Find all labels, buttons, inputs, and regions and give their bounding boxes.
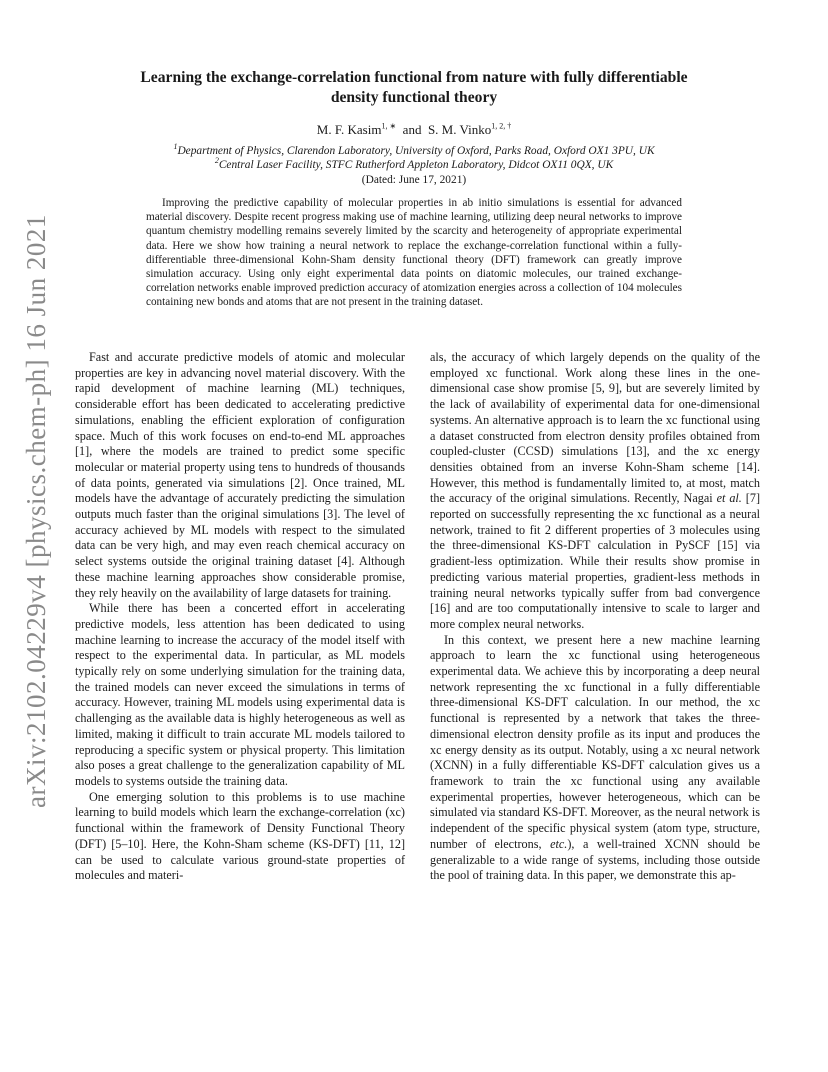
body-paragraph [430, 350, 760, 633]
author-vinko-affil: 1, 2, † [491, 121, 512, 131]
abstract: Improving the predictive capability of molecular properties in ab initio simulations is essential for advanced material discovery. Despite recent progress making use of machine learning, utilizing deep neural networks to improve quantum chemistry modelling remains severely limited by the scarcity and heterogeneity of appropriate experimental data. Here we show how training a neural network to replace the exchange-correlation functional within a fully-differentiable three-dimensional Kohn-Sham density functional theory (DFT) framework can greatly improve simulation accuracy. Using only eight experimental data points on diatomic molecules, our trained exchange-correlation networks enable improved prediction accuracy of atomization energies across a collection of 104 molecules containing new bonds and atoms that are not present in the training dataset. [146, 197, 682, 309]
affiliation-1 [80, 144, 748, 158]
arxiv-identifier: arXiv:2102.04229v4 [physics.chem-ph] 16 Jun 2021 [21, 214, 51, 808]
affiliation-1-text: Department of Physics, Clarendon Laboratory, University of Oxford, Parks Road, Oxford OX1 3PU, UK [177, 145, 655, 157]
body-text: [7] reported on successfully representing the xc functional as a neural network, trained to fit 2 different properties of 3 molecules using the three-dimensional KS-DFT calculation in PySCF [15] via gradient-less optimization. While their results show promise in predicting various material properties, gradient-less methods in training neural networks typically suffer from bad convergence [16] and are too computationally intensive to scale to larger and more complex neural networks. [430, 491, 761, 631]
author-vinko: S. M. Vinko [427, 122, 492, 137]
body-text: als, the accuracy of which largely depends on the quality of the employed xc functional. Work along these lines in the one-dimensional case show promise [5, 9], but are severely limited by the lack of availability of experimental data for one-dimensional systems. An alternative approach is to learn the xc functional using a dataset constructed from electron density profiles obtained from coupled-cluster (CCSD) simulations [13], and the xc energy densities obtained from an inverse Kohn-Sham scheme [14]. However, this method is fundamentally limited to, at most, match the accuracy of the original simulations. Recently, Nagai [430, 350, 760, 506]
title-line-2: density functional theory [330, 89, 498, 106]
body-right-column [430, 350, 760, 884]
affiliation-1-marker: 1 [173, 142, 178, 152]
author-list [80, 122, 748, 138]
paper-title [80, 68, 748, 108]
affiliation-2-marker: 2 [214, 156, 219, 166]
affiliation-2-text: Central Laser Facility, STFC Rutherford Appleton Laboratory, Didcot OX11 0QX, UK [218, 159, 614, 171]
body-paragraph: While there has been a concerted effort in accelerating predictive models, less attention has been dedicated to using machine learning to increase the accuracy of the model itself with respect to the experimental data. In particular, as ML models typically rely on some underlying simulation for the training data, the trained models can never exceed the simulations in terms of accuracy. However, training ML models using experimental data is challenging as the available data is highly heterogeneous as well as limited, making it difficult to train accurate ML models tailored to reproducing a specific system or physical property. This limitation also poses a great challenge to the generalization capability of ML models to systems outside the training data. [75, 601, 405, 788]
affiliation-2 [80, 158, 748, 172]
author-and: and [402, 122, 422, 137]
body-paragraph: One emerging solution to this problems is to use machine learning to build models which learn the exchange-correlation (xc) functional within the framework of Density Functional Theory (DFT) [5–10]. Here, the Kohn-Sham scheme (KS-DFT) [11, 12] can be used to calculate various ground-state properties of molecules and materi- [75, 789, 405, 883]
title-line-1: Learning the exchange-correlation functional from nature with fully differentiable [140, 69, 688, 86]
body-paragraph [430, 633, 760, 884]
body-text-italic: et al. [716, 491, 742, 506]
body-paragraph: Fast and accurate predictive models of atomic and molecular properties are key in advancing novel material discovery. With the rapid development of machine learning (ML) techniques, considerable effort has been dedicated to accelerating predictive simulations, enabling the efficient exploration of configuration space. Much of this work focuses on end-to-end ML approaches [1], where the models are trained to predict some specific molecular or material property using tens to hundreds of thousands of data points, generated via simulations [2]. Once trained, ML models have the advantage of accurately predicting the simulation outputs much faster than the original simulations [3]. The level of accuracy achieved by ML models with respect to the simulated data can be very high, and may even reach chemical accuracy on select systems outside the original training dataset [4]. Although these machine learning approaches show considerable promise, they rely heavily on the availability of large datasets for training. [75, 350, 405, 600]
body-text: ), a well-trained XCNN should be generalizable to a wide range of systems, including those outside the pool of training data. In this paper, we demonstrate this ap- [430, 836, 760, 883]
body-text-italic: etc. [550, 836, 568, 851]
body-text: In this context, we present here a new machine learning approach to learn the xc functional using heterogeneous experimental data. We achieve this by incorporating a deep neural network representing the xc functional in a fully differentiable three-dimensional KS-DFT calculation. In our method, the xc functional is represented by a network that takes the three-dimensional electron density profile as its input and produces the xc energy density as its output. Notably, using a xc neural network (XCNN) in a fully differentiable KS-DFT calculation gives us a framework to train the xc functional using any available experimental properties, however heterogeneous, which can be simulated via standard KS-DFT. Moreover, as the neural network is independent of the specific physical system (atom type, structure, number of electrons, [430, 632, 760, 851]
author-kasim: M. F. Kasim [316, 122, 382, 137]
author-kasim-affil: 1, ∗ [381, 121, 397, 131]
body-left-column [75, 350, 405, 884]
dated-line: (Dated: June 17, 2021) [361, 174, 467, 186]
